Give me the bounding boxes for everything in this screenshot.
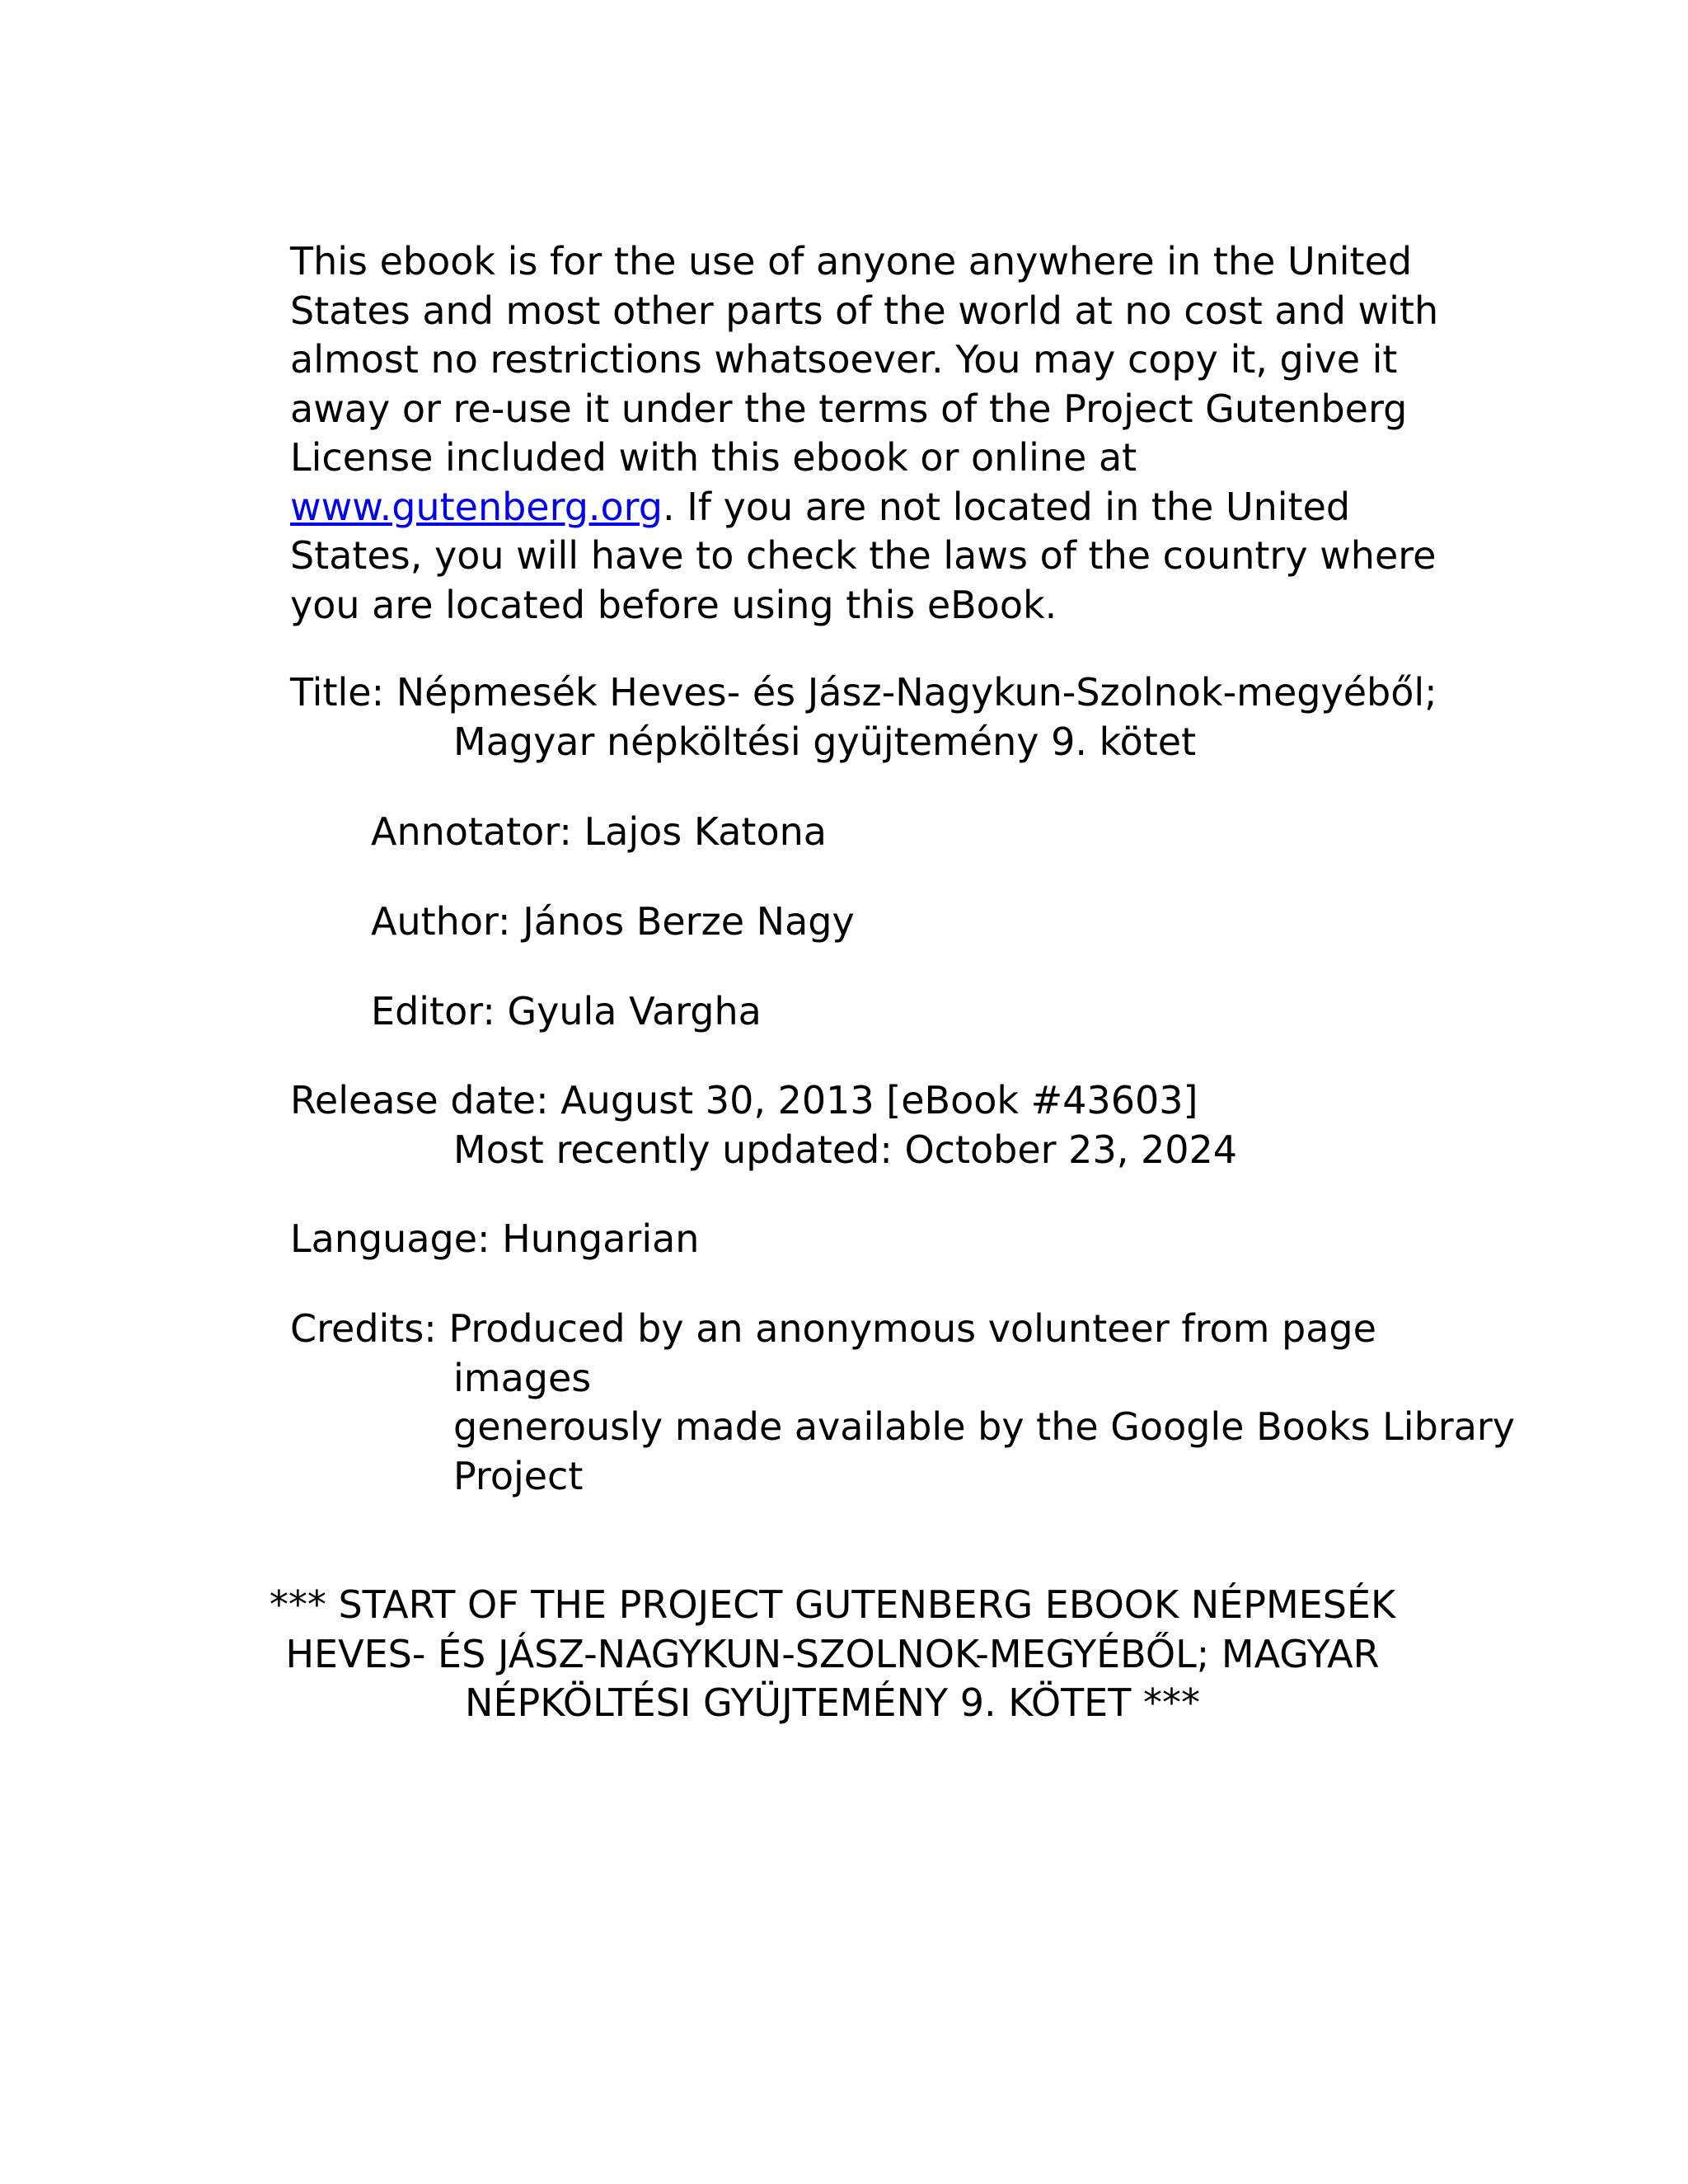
release-line-1: August 30, 2013 [eBook #43603] — [560, 1078, 1198, 1122]
title-line-2: Magyar népköltési gyüjtemény 9. kötet — [453, 719, 1197, 764]
author-field — [371, 898, 855, 947]
author-label: Author: — [371, 899, 523, 944]
language-value: Hungarian — [502, 1216, 700, 1261]
credits-label: Credits: — [290, 1306, 449, 1351]
start-of-ebook-banner — [247, 1581, 1418, 1728]
annotator-value: Lajos Katona — [584, 809, 827, 854]
banner-line-1: *** START OF THE PROJECT GUTENBERG EBOOK NÉPMESÉK — [269, 1582, 1396, 1627]
banner-line-3: NÉPKÖLTÉSI GYÜJTEMÉNY 9. KÖTET *** — [465, 1680, 1200, 1725]
language-field — [290, 1215, 699, 1264]
gutenberg-link[interactable]: www.gutenberg.org — [290, 484, 663, 529]
annotator-label: Annotator: — [371, 809, 584, 854]
credits-line-4: Project — [453, 1453, 584, 1498]
title-label: Title: — [290, 670, 396, 715]
license-text-start: This ebook is for the use of anyone anywhere in the United States and most other parts of the world at no cost and with almost no restrictions whatsoever. You may copy it, give it away or re-use it under the terms of the Project Gutenberg License included with this ebook or online at — [290, 239, 1439, 480]
editor-field — [371, 987, 762, 1037]
release-label: Release date: — [290, 1078, 561, 1122]
release-line-2: Most recently updated: October 23, 2024 — [453, 1127, 1238, 1172]
annotator-field — [371, 808, 827, 857]
language-label: Language: — [290, 1216, 503, 1261]
credits-line-1: Produced by an anonymous volunteer from page — [448, 1306, 1376, 1351]
credits-line-2: images — [453, 1355, 592, 1400]
editor-value: Gyula Vargha — [507, 989, 762, 1033]
license-paragraph — [290, 237, 1477, 630]
credits-line-3: generously made available by the Google Books Library — [453, 1404, 1516, 1449]
license-text-end: . If you are not located in the United States, you will have to check the laws of the country where you are located before using this eBook. — [290, 484, 1437, 627]
title-line-1: Népmesék Heves- és Jász-Nagykun-Szolnok-megyéből; — [396, 670, 1437, 715]
credits-field — [290, 1305, 1515, 1501]
title-field — [290, 668, 1437, 766]
editor-label: Editor: — [371, 989, 508, 1033]
banner-line-2: HEVES- ÉS JÁSZ-NAGYKUN-SZOLNOK-MEGYÉBŐL; MAGYAR — [285, 1631, 1380, 1676]
release-date-field — [290, 1076, 1237, 1174]
author-value: János Berze Nagy — [523, 899, 855, 944]
